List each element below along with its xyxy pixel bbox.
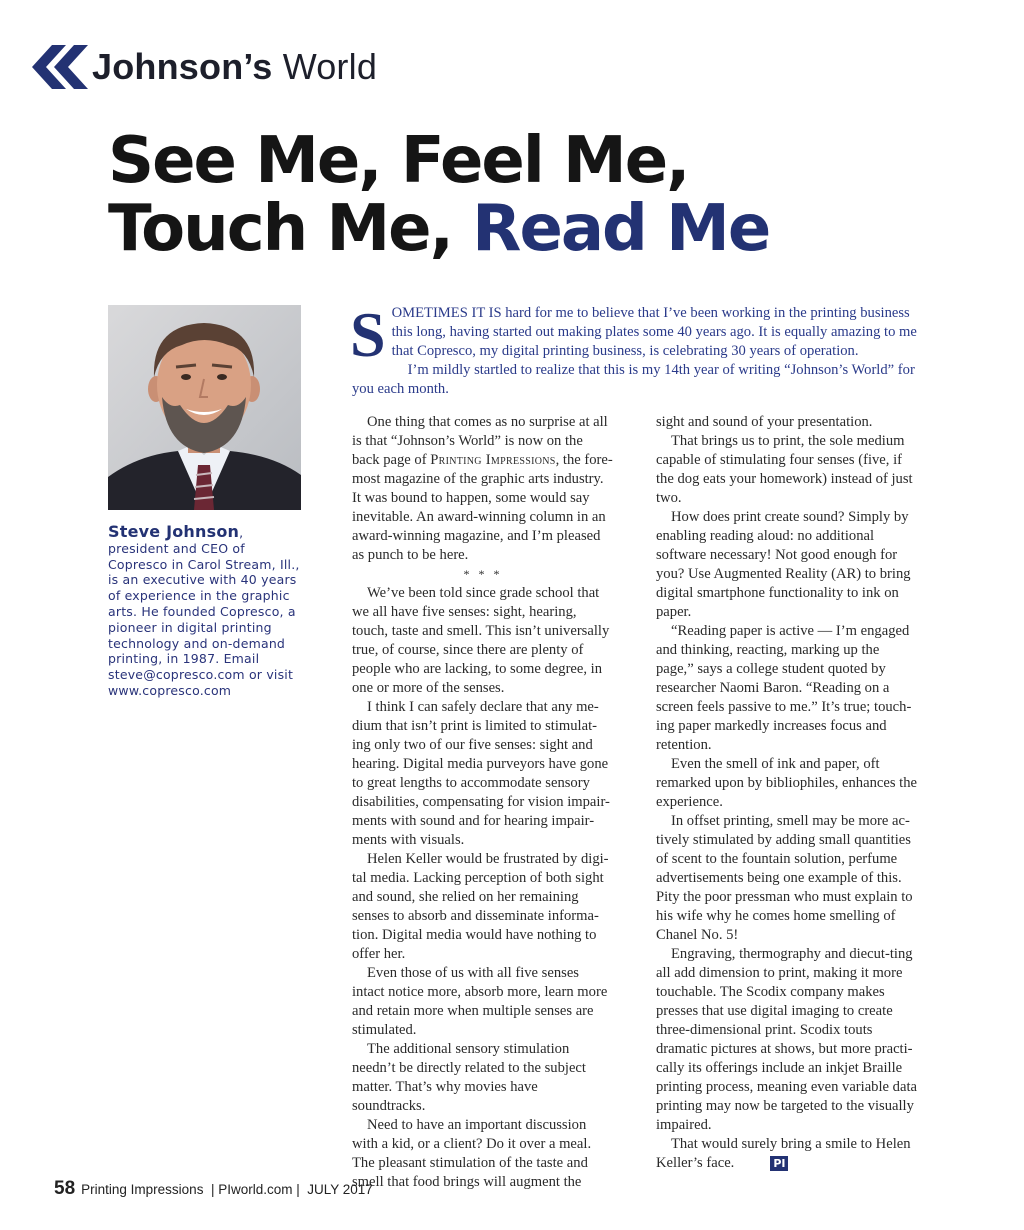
col2-paragraph-2: How does print create sound? Simply by enabling reading aloud: no additional software necessary! Not good enough for you? Use Augmented Reality (AR) to bring digital smartphone functionality to ink on paper. xyxy=(656,509,911,620)
column-title-light: World xyxy=(282,46,378,87)
col1-paragraph-4: Helen Keller would be frustrated by digi-tal media. Lacking perception of both sight and sound, she relied on her remaining senses to absorb and disseminate informa-tion. Digital media would have nothing to offer her. xyxy=(352,851,609,962)
body-column-2 xyxy=(656,413,918,1173)
intro-paragraph-2: I’m mildly startled to realize that this is my 14th year of writing “Johnson’s World” for you each month. xyxy=(352,362,915,397)
intro-p1-text: hard for me to believe that I’ve been working in the printing business this long, having started out making plates some 40 years ago. It is equally amazing to me that Copresco, my digital printing business, is celebrating 30 years of operation. xyxy=(391,305,917,359)
col1-p1-text-b: , the fore-most magazine of the graphic arts industry. It was bound to happen, some would say inevitable. An award-winning column in an award-winning magazine, and I’m pleased as punch to be here. xyxy=(352,452,613,563)
col2-paragraph-3: “Reading paper is active — I’m engaged and thinking, reacting, marking up the page,” says a college student quoted by researcher Naomi Baron. “Reading on a screen feels passive to me.” It’s true; touch-ing paper markedly increases focus and retention. xyxy=(656,623,912,753)
intro-lead-caps: OMETIMES IT IS xyxy=(391,305,502,321)
col2-paragraph-7 xyxy=(656,1135,918,1173)
magazine-name: Printing Impressions xyxy=(430,452,556,468)
col1-paragraph-6: The additional sensory stimulation needn’t be directly related to the subject matter. That’s why movies have soundtracks. xyxy=(352,1041,586,1114)
drop-cap: S xyxy=(350,299,386,370)
article-headline xyxy=(108,124,770,266)
col2-paragraph-6: Engraving, thermography and diecut-ting all add dimension to print, making it more touchable. The Scodix company makes presses that use digital imaging to create three-dimensional print. Scodix touts dramatic pictures at shows, but more practi-cally its offerings include an inkjet Braille printing process, meaning even variable data printing may now be targeted to the visually impaired. xyxy=(656,946,917,1133)
author-bio-text: president and CEO of Copresco in Carol Stream, Ill., is an executive with 40 years of experience in the graphic arts. He founded Copresco, a pioneer in digital printing technology and on-demand printing, in 1987. Email steve@copresco.com or visit www.copresco.com xyxy=(108,540,300,698)
headline-accent: Read Me xyxy=(472,192,770,266)
author-photo xyxy=(108,305,301,510)
col2-paragraph-4: Even the smell of ink and paper, oft remarked upon by bibliophiles, enhances the experience. xyxy=(656,756,917,810)
body-column-1 xyxy=(352,413,614,1192)
page-number: 58 xyxy=(54,1178,76,1199)
section-header xyxy=(32,44,377,90)
headline-line-2: Touch Me, xyxy=(108,192,473,266)
double-chevron-left-icon xyxy=(32,45,88,89)
author-name-suffix: , xyxy=(239,525,244,540)
col1-paragraph-3: I think I can safely declare that any me-dium that isn’t print is limited to stimulat-ing only two of our five senses: sight and hearing. Digital media purveyors have gone to great lengths to accommodate sensory disabilities, compensating for vision impair-ments with sound and for hearing impair-ments with visuals. xyxy=(352,699,610,848)
col2-p7-text: That would surely bring a smile to Helen Keller’s face. xyxy=(656,1136,911,1171)
col2-paragraph-1: That brings us to print, the sole medium capable of stimulating four senses (five, if the dog eats your homework) instead of just two. xyxy=(656,433,913,506)
page-footer xyxy=(54,1178,373,1200)
col2-paragraph-0: sight and sound of your presentation. xyxy=(656,414,873,430)
headline-line-1: See Me, Feel Me, xyxy=(108,124,689,198)
col2-paragraph-5: In offset printing, smell may be more ac-tively stimulated by adding small quantities of scent to the fountain solution, perfume advertisements being one example of this. Pity the poor pressman who must explain to his wife why he comes home smelling of Chanel No. 5! xyxy=(656,813,913,943)
col1-p1-text-a: One thing that comes as no surprise at all is that “Johnson’s World” is now on the back page of xyxy=(352,414,608,468)
column-title xyxy=(92,44,377,90)
author-bio xyxy=(108,524,308,699)
footer-text: Printing Impressions | PIworld.com | JULY 2017 xyxy=(81,1182,373,1197)
col1-paragraph-1 xyxy=(352,413,614,565)
article-intro xyxy=(350,299,917,399)
author-name: Steve Johnson xyxy=(108,522,240,541)
end-mark-logo: PI xyxy=(770,1156,788,1171)
col1-paragraph-2: We’ve been told since grade school that we all have five senses: sight, hearing, touch, taste and smell. This isn’t universally true, of course, since there are plenty of people who are lacking, to some degree, in one or more of the senses. xyxy=(352,585,610,696)
column-title-bold: Johnson’s xyxy=(92,46,273,87)
intro-paragraph-1 xyxy=(350,299,917,370)
col1-paragraph-5: Even those of us with all five senses intact notice more, absorb more, learn more and retain more when multiple senses are stimulated. xyxy=(352,965,608,1038)
col1-paragraph-7: Need to have an important discussion with a kid, or a client? Do it over a meal. The pleasant stimulation of the taste and smell that food brings will augment the xyxy=(352,1117,592,1190)
section-break: * * * xyxy=(463,567,503,581)
